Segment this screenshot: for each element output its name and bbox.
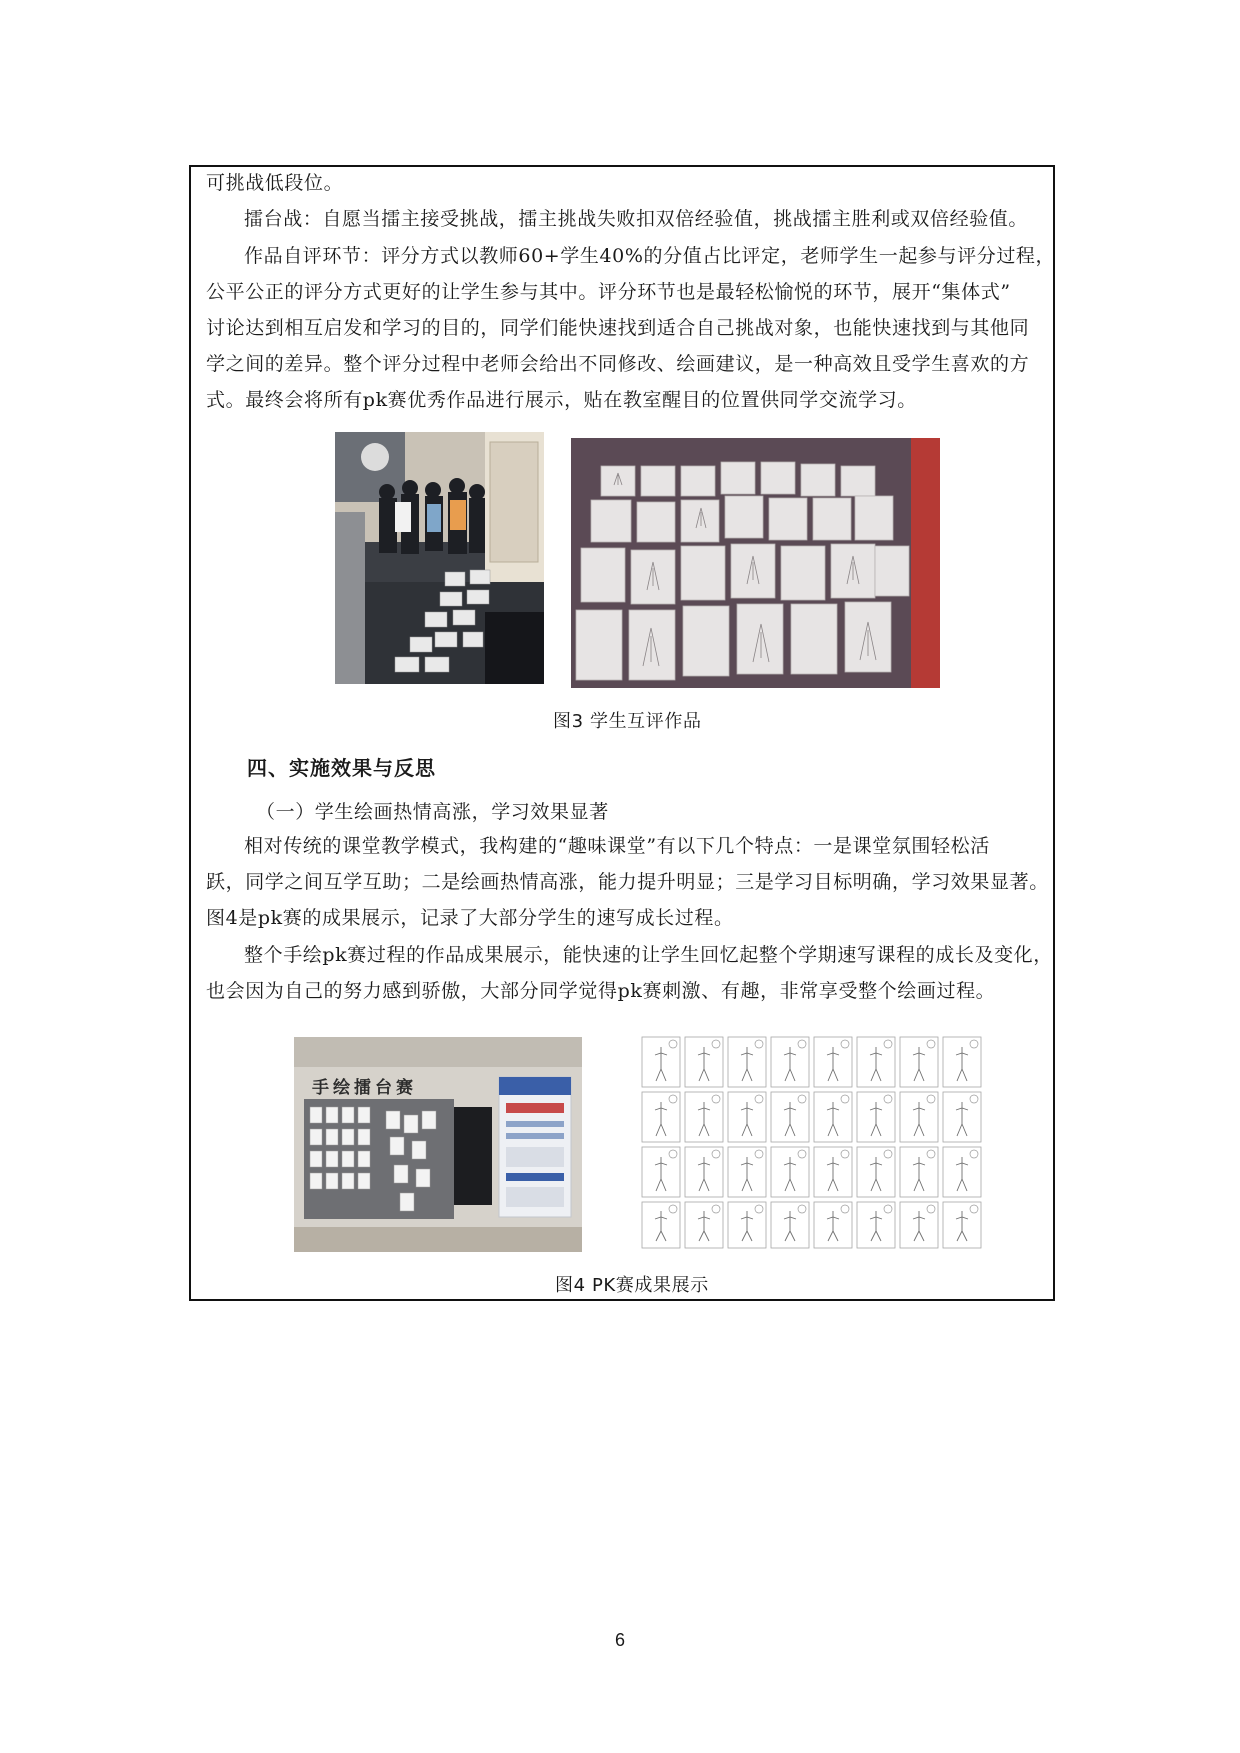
text-line: 公平公正的评分方式更好的让学生参与其中。评分环节也是最轻松愉悦的环节，展开“集体式”	[206, 281, 1011, 303]
figure4-sketch-grid	[640, 1035, 988, 1250]
text-line: 学之间的差异。整个评分过程中老师会给出不同修改、绘画建议，是一种高效且受学生喜欢的方	[206, 353, 1030, 375]
figure3-photo-drawings-on-floor	[571, 438, 940, 688]
text-line: 作品自评环节：评分方式以教师60+学生40%的分值占比评定，老师学生一起参与评分过程，	[244, 245, 1056, 267]
text-line: 擂台战：自愿当擂主接受挑战，擂主挑战失败扣双倍经验值，挑战擂主胜利或双倍经验值。	[244, 208, 1029, 230]
figure3-caption: 图3 学生互评作品	[553, 711, 702, 732]
text-line: 也会因为自己的努力感到骄傲，大部分同学觉得pk赛刺激、有趣，非常享受整个绘画过程。	[206, 980, 996, 1002]
text-line: 图4是pk赛的成果展示，记录了大部分学生的速写成长过程。	[206, 907, 734, 929]
page-number: 6	[614, 1630, 625, 1650]
figure3-photo-students	[335, 432, 544, 684]
text-line: 讨论达到相互启发和学习的目的，同学们能快速找到适合自己挑战对象，也能快速找到与其他同	[206, 317, 1030, 339]
section-heading: 四、实施效果与反思	[247, 756, 436, 780]
text-line: 式。最终会将所有pk赛优秀作品进行展示，贴在教室醒目的位置供同学交流学习。	[206, 389, 917, 411]
figure4-caption: 图4 PK赛成果展示	[555, 1275, 709, 1296]
board-title: 手绘擂台赛	[312, 1078, 417, 1098]
figure4-photo-wall-display	[294, 1037, 582, 1252]
text-line: 相对传统的课堂教学模式，我构建的“趣味课堂”有以下几个特点：一是课堂氛围轻松活	[244, 835, 990, 857]
text-line: 跃，同学之间互学互助；二是绘画热情高涨，能力提升明显；三是学习目标明确，学习效果显著。	[206, 871, 1049, 893]
subsection-heading: （一）学生绘画热情高涨，学习效果显著	[256, 801, 609, 823]
text-line: 整个手绘pk赛过程的作品成果展示，能快速的让学生回忆起整个学期速写课程的成长及变化，	[244, 944, 1053, 966]
text-line: 可挑战低段位。	[206, 172, 344, 194]
